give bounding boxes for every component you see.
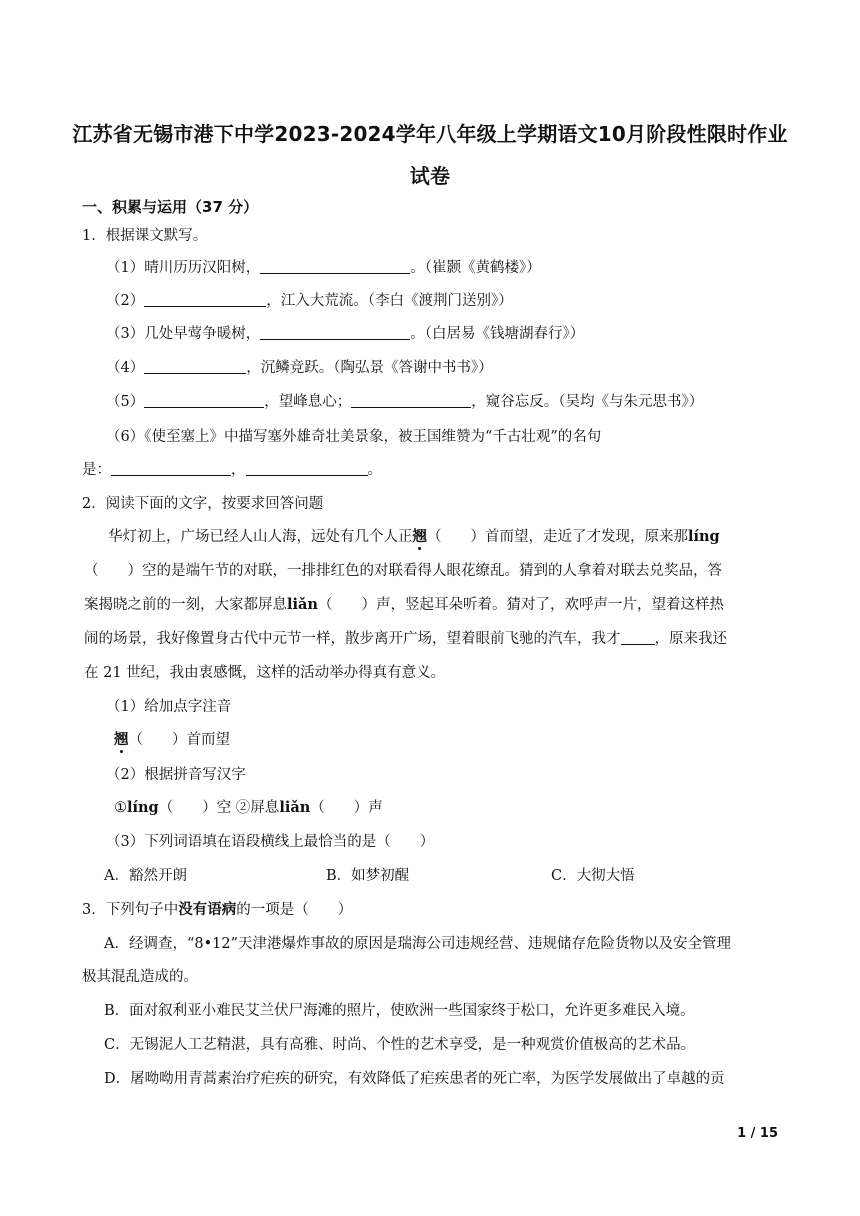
page-number: 1 / 15 xyxy=(737,1126,778,1141)
answer-blank[interactable] xyxy=(144,392,264,408)
q3-option-b[interactable]: B．面对叙利亚小难民艾兰伏尸海滩的照片，使欧洲一些国家终于松口，允许更多难民入境。 xyxy=(104,1003,695,1019)
answer-blank[interactable] xyxy=(246,460,368,476)
answer-blank[interactable] xyxy=(351,392,471,408)
answer-blank[interactable] xyxy=(144,291,266,307)
q3-option-c[interactable]: C．无锡泥人工艺精湛，具有高雅、时尚、个性的艺术享受，是一种观赏价值极高的艺术品。 xyxy=(104,1037,696,1053)
pinyin-lian: liǎn xyxy=(287,596,318,613)
q2-sub1-item: 翘（ ）首而望 xyxy=(114,731,230,748)
q1-item6-line1: （6）《使至塞上》中描写塞外雄奇壮美景象，被王国维赞为“千古壮观”的名句 xyxy=(106,429,602,445)
pinyin-ling: líng xyxy=(688,528,720,545)
q2-passage-line1: 华灯初上，广场已经人山人海，远处有几个人正翘（ ）首而望，走近了才发现，原来那líng xyxy=(108,528,720,545)
q2-sub2: （2）根据拼音写汉字 xyxy=(106,767,246,783)
doc-title-line1: 江苏省无锡市港下中学2023-2024学年八年级上学期语文10月阶段性限时作业 xyxy=(72,122,788,146)
q1-stem: 1．根据课文默写。 xyxy=(82,228,208,244)
q2-stem: 2．阅读下面的文字，按要求回答问题 xyxy=(82,496,324,512)
q1-item3: （3）几处早莺争暖树， 。（白居易《钱塘湖春行》） xyxy=(106,326,585,342)
q2-passage-line3: 案揭晓之前的一刻，大家都屏息liǎn（ ）声，竖起耳朵听着。猜对了，欢呼声一片，望着这样热 xyxy=(84,596,724,613)
dotted-char: 翘 xyxy=(412,528,427,545)
option-a[interactable]: A．豁然开朗 xyxy=(104,868,187,884)
section-heading: 一、积累与运用（37 分） xyxy=(82,198,259,216)
option-c[interactable]: C．大彻大悟 xyxy=(551,868,635,884)
q1-item4: （4） ，沉鳞竞跃。（陶弘景《答谢中书书》） xyxy=(106,360,493,376)
q1-item2: （2） ，江入大荒流。（李白《渡荆门送别》） xyxy=(106,293,513,309)
q1-item6-line2: 是： ， 。 xyxy=(82,462,382,478)
answer-blank[interactable] xyxy=(621,629,655,645)
doc-title-line2: 试卷 xyxy=(409,164,451,188)
answer-blank[interactable] xyxy=(144,358,246,374)
q3-option-a-line1[interactable]: A．经调查，“8•12”天津港爆炸事故的原因是瑞海公司违规经营、违规储存危险货物以及安全管理 xyxy=(104,936,732,952)
dotted-char: 翘 xyxy=(114,731,129,748)
q1-item1: （1）晴川历历汉阳树， 。（崔颢《黄鹤楼》） xyxy=(106,260,541,276)
q3-stem: 3．下列句子中没有语病的一项是（ ） xyxy=(82,901,353,918)
q3-option-d[interactable]: D．屠呦呦用青蒿素治疗疟疾的研究，有效降低了疟疾患者的死亡率，为医学发展做出了卓越的贡 xyxy=(104,1071,725,1087)
q2-sub2-item: ①líng（ ）空 ②屏息liǎn（ ）声 xyxy=(114,799,383,816)
q2-passage-line2: （ ）空的是端午节的对联，一排排红色的对联看得人眼花缭乱。猜到的人拿着对联去兑奖品，答 xyxy=(84,563,722,579)
q2-passage-line4: 闹的场景，我好像置身古代中元节一样，散步离开广场，望着眼前飞驰的汽车，我才 ，原来我还 xyxy=(84,631,727,647)
q2-passage-line5: 在 21 世纪，我由衷感慨，这样的活动举办得真有意义。 xyxy=(84,665,446,681)
answer-blank[interactable] xyxy=(260,258,410,274)
option-b[interactable]: B．如梦初醒 xyxy=(326,868,410,884)
answer-blank[interactable] xyxy=(260,324,410,340)
q2-sub1: （1）给加点字注音 xyxy=(106,699,232,715)
q3-option-a-line2: 极其混乱造成的。 xyxy=(82,969,198,985)
q1-item5: （5） ，望峰息心； ，窥谷忘反。（吴均《与朱元思书》） xyxy=(106,394,704,410)
q2-sub3: （3）下列词语填在语段横线上最恰当的是（ ） xyxy=(106,834,435,850)
answer-blank[interactable] xyxy=(111,460,231,476)
